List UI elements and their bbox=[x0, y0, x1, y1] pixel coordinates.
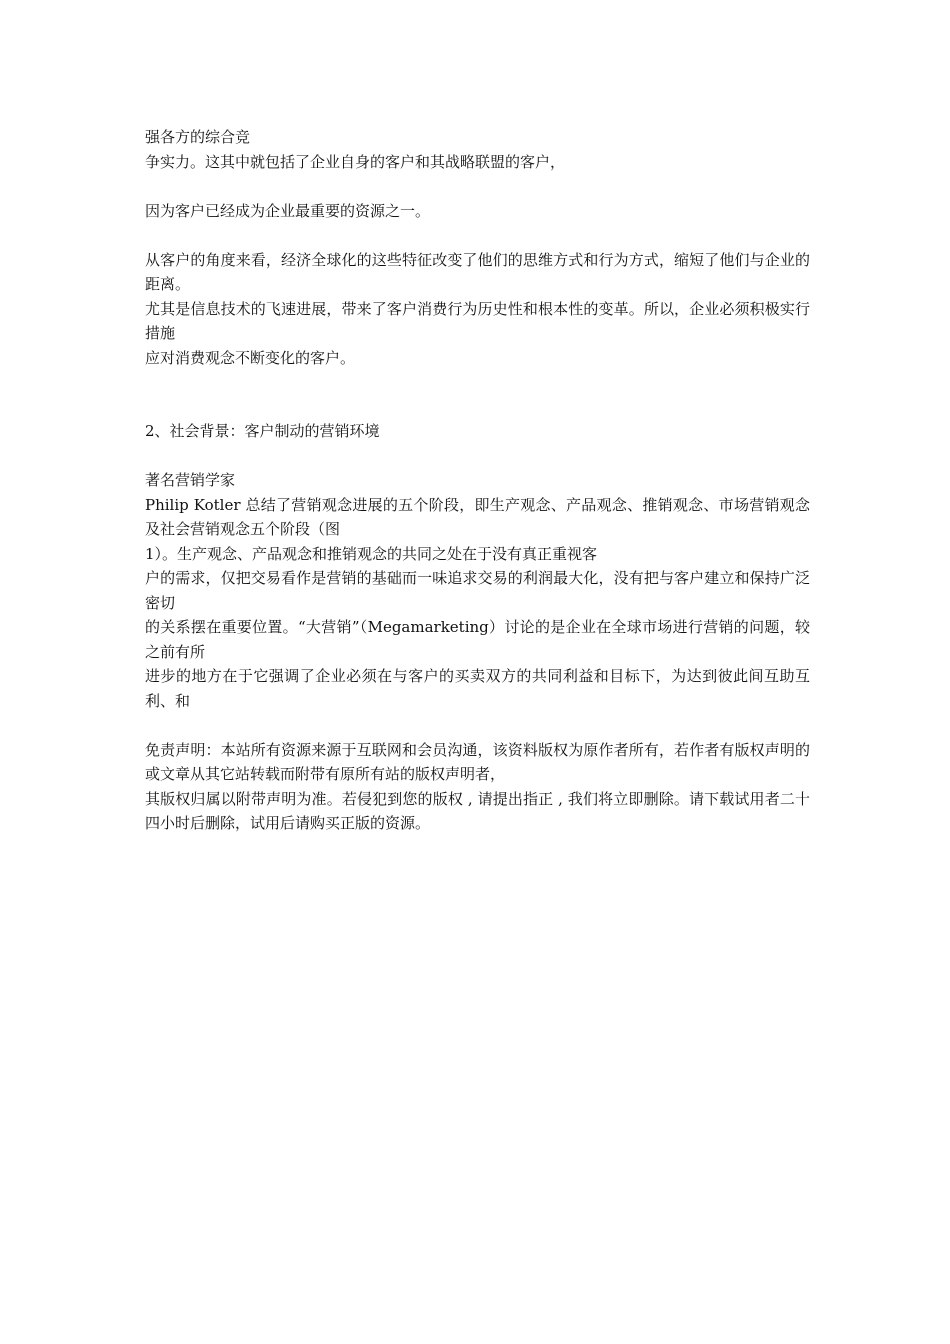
blank-line bbox=[145, 444, 810, 469]
blank-line bbox=[145, 370, 810, 419]
paragraph-line: 的关系摆在重要位置。“大营销”（Megamarketing）讨论的是企业在全球市场进行营销的问题，较之前有所 bbox=[145, 618, 810, 661]
disclaimer-line: 其版权归属以附带声明为准。若侵犯到您的版权 , 请提出指正 , 我们将立即删除。请下载试用者二十四小时后删除，试用后请购买正版的资源。 bbox=[145, 789, 810, 832]
blank-line bbox=[145, 713, 810, 738]
paragraph-line: 因为客户已经成为企业最重要的资源之一。 bbox=[145, 201, 431, 220]
paragraph-line: 应对消费观念不断变化的客户。 bbox=[145, 348, 356, 367]
paragraph-line: 强各方的综合竞 bbox=[145, 128, 251, 146]
section-heading: 2、社会背景：客户制动的营销环境 bbox=[145, 422, 380, 440]
paragraph-line: 尤其是信息技术的飞速进展，带来了客户消费行为历史性和根本性的变革。所以，企业必须积极实行措施 bbox=[145, 299, 810, 342]
disclaimer-line: 免责声明：本站所有资源来源于互联网和会员沟通，该资料版权为原作者所有，若作者有版权声明的或文章从其它站转载而附带有原所有站的版权声明者， bbox=[145, 740, 810, 783]
paragraph-line: 从客户的角度来看，经济全球化的这些特征改变了他们的思维方式和行为方式，缩短了他们与企业的距离。 bbox=[145, 250, 810, 293]
paragraph-line: 户的需求，仅把交易看作是营销的基础而一味追求交易的利润最大化，没有把与客户建立和保持广泛密切 bbox=[145, 569, 810, 612]
blank-line bbox=[145, 223, 810, 248]
blank-line bbox=[145, 174, 810, 199]
paragraph-line: 著名营销学家 bbox=[145, 471, 236, 489]
paragraph-line: 1）。生产观念、产品观念和推销观念的共同之处在于没有真正重视客 bbox=[145, 544, 598, 563]
paragraph-line: Philip Kotler 总结了营销观念进展的五个阶段，即生产观念、产品观念、推销观念、市场营销观念及社会营销观念五个阶段（图 bbox=[145, 495, 810, 538]
paragraph-line: 进步的地方在于它强调了企业必须在与客户的买卖双方的共同利益和目标下，为达到彼此间互助互利、和 bbox=[145, 667, 810, 710]
paragraph-line: 争实力。这其中就包括了企业自身的客户和其战略联盟的客户， bbox=[145, 152, 566, 171]
document-body bbox=[145, 125, 810, 836]
